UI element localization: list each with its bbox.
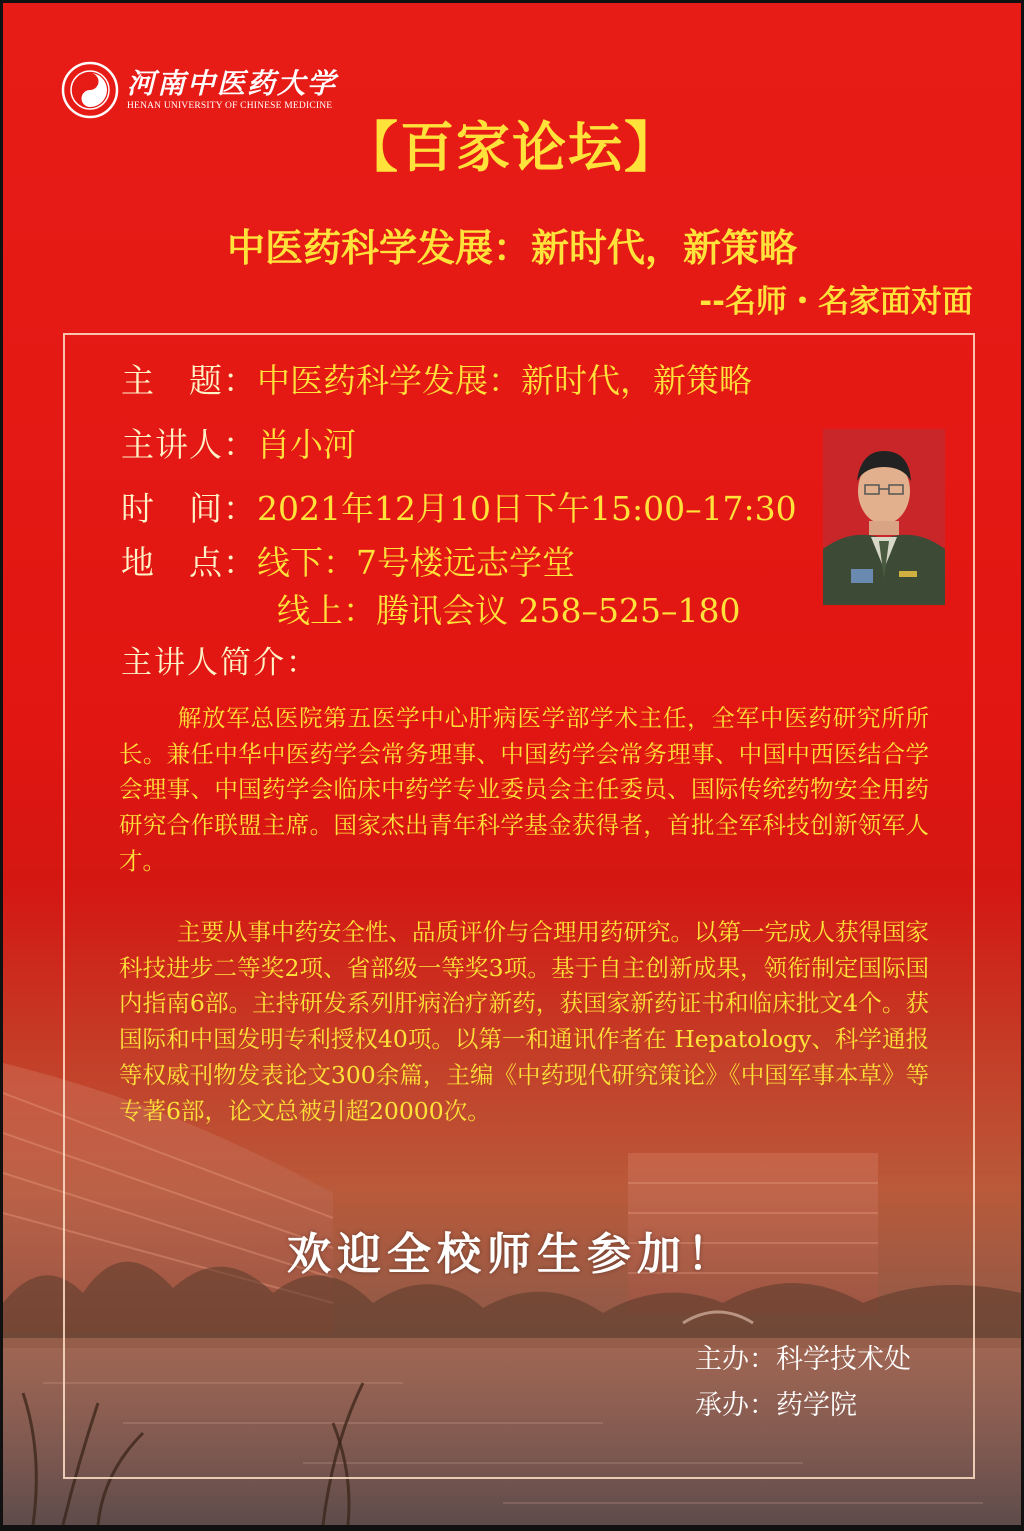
speaker-row bbox=[121, 423, 356, 467]
topic-value: 中医药科学发展：新时代，新策略 bbox=[257, 361, 752, 400]
university-name-cn: 河南中医药大学 bbox=[127, 67, 338, 100]
place-offline: 线下：7号楼远志学堂 bbox=[257, 543, 575, 582]
forum-title: 【百家论坛】 bbox=[344, 116, 680, 179]
host-organizer: 主办：科学技术处 bbox=[695, 1344, 911, 1375]
topic-row bbox=[121, 359, 752, 403]
speaker-label: 主讲人： bbox=[121, 425, 257, 464]
place-online: 线上：腾讯会议 258–525–180 bbox=[277, 591, 741, 630]
headline: 中医药科学发展：新时代，新策略 bbox=[226, 226, 797, 270]
university-seal-icon bbox=[61, 61, 119, 119]
time-row bbox=[121, 487, 797, 531]
time-label: 时 间： bbox=[121, 489, 257, 528]
bio-paragraph-1 bbox=[119, 701, 929, 880]
bio-text-2: 主要从事中药安全性、品质评价与合理用药研究。以第一完成人获得国家科技进步二等奖2项、省部级一等奖3项。基于自主创新成果，领衔制定国际国内指南6部。主持研发系列肝病治疗新药，获国家新药证书和临床批文4个。获国际和中国发明专利授权40项。以第一和通讯作者在 Hepatology、科学通报等权威刊物发表论文300余篇，主编《中药现代研究策论》《中国军事本草》等专著6部，论文总被引超20000次。 bbox=[119, 918, 929, 1125]
intro-heading: 主讲人简介： bbox=[121, 645, 319, 681]
co-organizer: 承办：药学院 bbox=[695, 1390, 857, 1421]
place-row bbox=[121, 541, 575, 585]
place-online-row bbox=[277, 589, 740, 633]
bio-text-1: 解放军总医院第五医学中心肝病医学部学术主任，全军中医药研究所所长。兼任中华中医药学会常务理事、中国药学会常务理事、中国中西医结合学会理事、中国药学会临床中药学专业委员会主任委员、国际传统药物安全用药研究合作联盟主席。国家杰出青年科学基金获得者，首批全军科技创新领军人才。 bbox=[119, 704, 929, 875]
speaker-name: 肖小河 bbox=[257, 425, 356, 464]
welcome-banner: 欢迎全校师生参加！ bbox=[287, 1229, 737, 1280]
place-label: 地 点： bbox=[121, 543, 257, 582]
topic-label: 主 题： bbox=[121, 361, 257, 400]
poster bbox=[3, 3, 1021, 1525]
bio-paragraph-2 bbox=[119, 915, 929, 1129]
tagline: --名师・名家面对面 bbox=[699, 284, 973, 320]
university-name-en: HENAN UNIVERSITY OF CHINESE MEDICINE bbox=[127, 101, 333, 111]
time-value: 2021年12月10日下午15:00–17:30 bbox=[257, 489, 797, 528]
speaker-portrait-icon bbox=[823, 429, 945, 605]
university-logo bbox=[61, 61, 337, 119]
